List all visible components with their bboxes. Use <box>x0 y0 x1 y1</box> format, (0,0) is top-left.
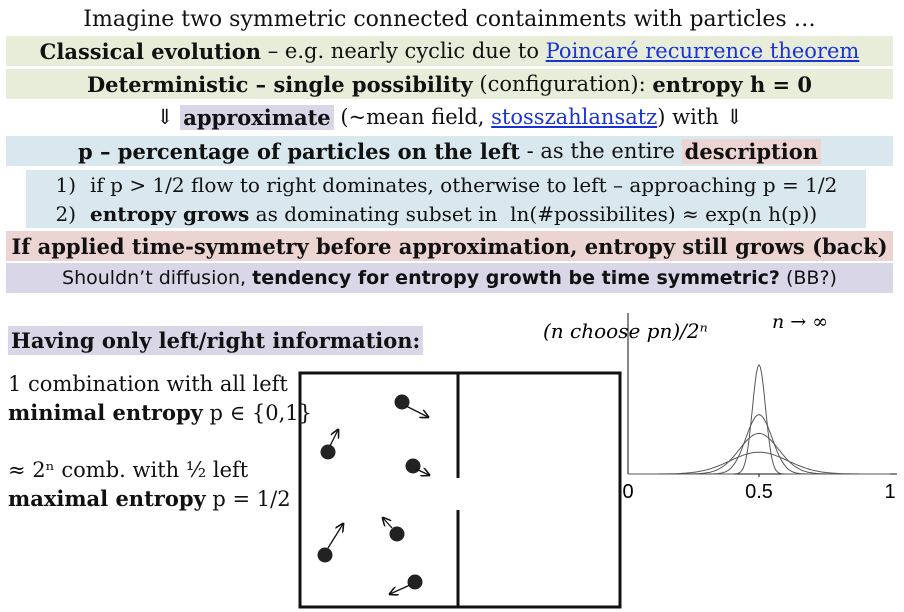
series-line-4 <box>628 365 890 474</box>
particle <box>383 518 405 542</box>
approx-row: ⇓ approximate (~mean field, stosszahlansatz ) with ⇓ <box>155 104 744 130</box>
min-line: 1 combination with all left <box>8 372 288 396</box>
diffusion-row: Shouldn’t diffusion, tendency for entropy growth be time symmetric? (BB?) <box>6 263 893 293</box>
poincare-link[interactable]: Poincaré recurrence theorem <box>545 39 860 63</box>
particles <box>318 395 430 595</box>
particle <box>390 575 423 595</box>
particle <box>318 524 344 563</box>
tick-group <box>622 474 895 503</box>
series-line-3 <box>628 415 890 474</box>
page-title: Imagine two symmetric connected containments with particles … <box>83 6 816 32</box>
time-symmetry-row: If applied time-symmetry before approximation, entropy still grows (back) <box>6 231 893 261</box>
container-box <box>300 373 620 607</box>
list-item: 2) entropy grows as dominating subset in ln(#possibilites) ≈ exp(n h(p)) <box>55 201 818 226</box>
x-tick-label: 0.5 <box>745 481 773 503</box>
x-tick-label: 1 <box>884 481 896 503</box>
x-tick-label: 0 <box>622 481 634 503</box>
particle <box>321 430 339 460</box>
p-description-row: p – percentage of particles on the left - as the entire description <box>6 136 893 166</box>
n-infinity-annotation: n → ∞ <box>772 311 829 333</box>
list-item: 1) if p > 1/2 flow to right dominates, otherwise to left – approaching p = 1/2 <box>55 172 838 197</box>
max-line: ≈ 2ⁿ comb. with ½ left <box>8 458 249 482</box>
y-axis-label: (n choose pn)/2ⁿ <box>543 319 708 343</box>
series-line-2 <box>628 433 890 474</box>
particle <box>406 459 430 476</box>
max-entropy-line: maximal entropy p = 1/2 <box>8 486 291 511</box>
left-right-heading: Having only left/right information: <box>8 326 423 355</box>
particle <box>395 395 429 418</box>
classical-row: Classical evolution – e.g. nearly cyclic due to Poincaré recurrence theorem <box>6 36 893 66</box>
deterministic-row: Deterministic – single possibility (configuration): entropy h = 0 <box>6 69 893 99</box>
series-group <box>628 365 890 474</box>
min-entropy-line: minimal entropy p ∈ {0,1} <box>8 400 312 425</box>
stosszahlansatz-link[interactable]: stosszahlansatz <box>491 105 658 129</box>
series-line-1 <box>628 452 890 474</box>
